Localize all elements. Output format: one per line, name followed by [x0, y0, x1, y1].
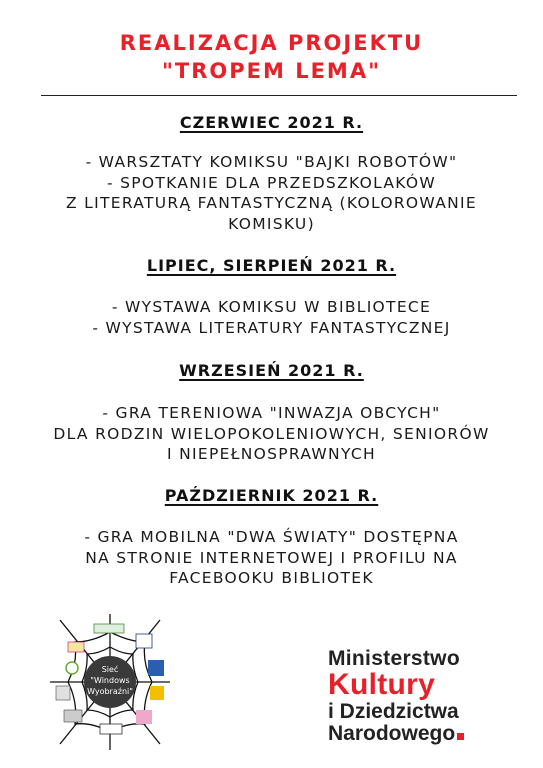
ministry-line-3: i Dziedzictwa: [328, 700, 459, 723]
page-title-line-1: REALIZACJA PROJEKTU: [119, 31, 424, 55]
text-line: DLA RODZIN WIELOPOKOLENIOWYCH, SENIORÓW: [53, 424, 490, 443]
page-title-line-2: "TROPEM LEMA": [161, 59, 382, 83]
text-line: - WARSZTATY KOMIKSU "BAJKI ROBOTÓW": [85, 153, 458, 171]
section-body-june: [0, 152, 543, 234]
section-body-september: [0, 403, 543, 465]
section-heading-july-august: LIPIEC, SIERPIEŃ 2021 R.: [146, 256, 397, 275]
text-line: FACEBOOKU BIBLIOTEK: [169, 569, 374, 587]
text-line: - GRA TERENIOWA "INWAZJA OBCYCH": [102, 404, 441, 422]
section-body-july-august: [0, 297, 543, 338]
ministry-logo: [328, 648, 464, 745]
section-heading-october: PAŹDZIERNIK 2021 R.: [164, 486, 379, 505]
title-divider: [41, 95, 517, 96]
section-heading-june: CZERWIEC 2021 R.: [179, 113, 364, 132]
network-logo: [50, 612, 170, 752]
network-name-line-2: "Windows: [90, 676, 130, 685]
text-line: KOMISKU): [228, 214, 315, 233]
ministry-line-4: Narodowego: [328, 723, 464, 745]
text-line: NA STRONIE INTERNETOWEJ I PROFILU NA: [85, 548, 458, 567]
network-name-line-3: Wyobraźni": [87, 687, 133, 696]
red-square-icon: [457, 733, 464, 740]
text-line: - WYSTAWA LITERATURY FANTASTYCZNEJ: [92, 318, 451, 337]
text-line: - WYSTAWA KOMIKSU W BIBLIOTECE: [111, 298, 432, 316]
network-name-line-1: Sieć: [101, 665, 119, 674]
text-line: Z LITERATURĄ FANTASTYCZNĄ (KOLOROWANIE: [66, 194, 477, 212]
text-line: - SPOTKANIE DLA PRZEDSZKOLAKÓW: [106, 173, 437, 192]
section-body-october: [0, 527, 543, 589]
text-line: - GRA MOBILNA "DWA ŚWIATY" DOSTĘPNA: [84, 528, 459, 546]
section-heading-september: WRZESIEŃ 2021 R.: [179, 361, 364, 380]
text-line: I NIEPEŁNOSPRAWNYCH: [167, 445, 376, 463]
ministry-line-1: Ministerstwo: [328, 647, 460, 670]
ministry-line-2: Kultury: [328, 668, 436, 701]
